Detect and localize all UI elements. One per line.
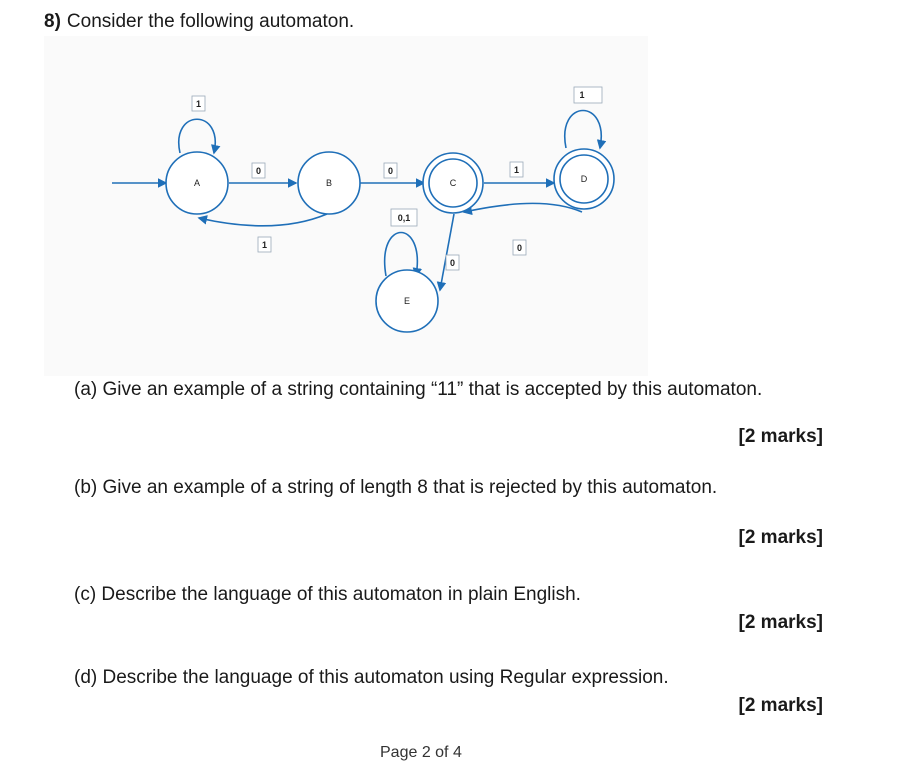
label-C-D: 1 xyxy=(513,165,520,175)
label-A-A: 1 xyxy=(195,99,202,109)
automaton-diagram xyxy=(44,36,648,376)
question-number: 8) xyxy=(44,11,61,32)
part-d-marks: [2 marks] xyxy=(738,695,823,716)
edge-C-E xyxy=(440,214,454,290)
part-c-marks: [2 marks] xyxy=(738,612,823,633)
edge-B-A xyxy=(199,214,327,226)
label-D-C: 0 xyxy=(516,243,523,253)
part-b-text: (b) Give an example of a string of length 8 that is rejected by this automaton. xyxy=(74,477,718,498)
question-title: Consider the following automaton. xyxy=(66,11,355,32)
state-label-D: D xyxy=(580,174,588,184)
label-A-B: 0 xyxy=(255,166,262,176)
part-c-text: (c) Describe the language of this automaton in plain English. xyxy=(74,584,581,605)
state-label-B: B xyxy=(325,178,333,188)
state-label-E: E xyxy=(403,296,411,306)
label-E-E: 0,1 xyxy=(397,213,411,223)
edge-D-C xyxy=(464,203,582,212)
loop-A xyxy=(179,119,215,153)
label-C-E: 0 xyxy=(449,258,456,268)
label-B-C: 0 xyxy=(387,166,394,176)
question-header xyxy=(44,11,354,33)
loop-D xyxy=(565,111,601,149)
loop-E xyxy=(385,233,418,277)
automaton-svg xyxy=(44,36,648,376)
part-a-marks: [2 marks] xyxy=(738,426,823,447)
label-D-D: 1 xyxy=(579,90,585,100)
state-label-C: C xyxy=(449,178,457,188)
part-d-text: (d) Describe the language of this automaton using Regular expression. xyxy=(74,667,669,688)
part-a-text: (a) Give an example of a string containing “11” that is accepted by this automaton. xyxy=(74,379,763,400)
state-label-A: A xyxy=(193,178,201,188)
label-B-A: 1 xyxy=(261,240,268,250)
part-b-marks: [2 marks] xyxy=(738,527,823,548)
page-footer: Page 2 of 4 xyxy=(380,744,462,761)
